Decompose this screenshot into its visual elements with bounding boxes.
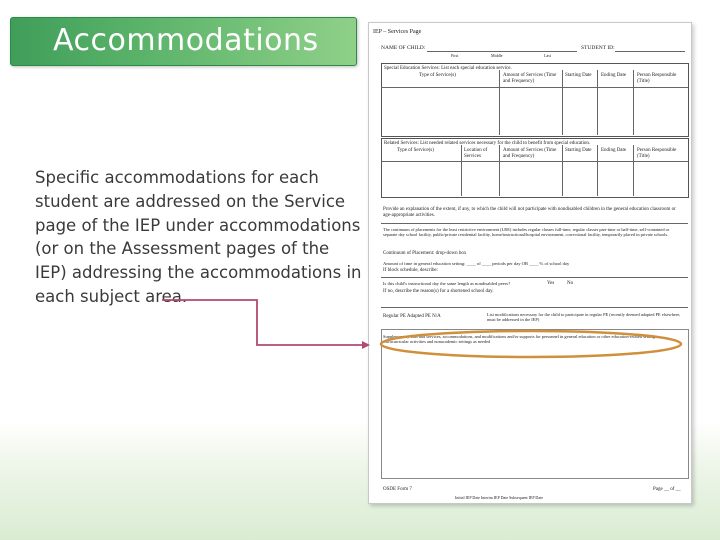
supplementary-text: Supplementary aids and services, accommodations, and modifications and/or supports for personnel in general education or other education-related settings, extracurricular activities and nonacademic settings as needed bbox=[383, 334, 658, 345]
col-divider bbox=[597, 145, 598, 196]
col-amount-related: Amount of Services (Time and Frequency) bbox=[503, 148, 557, 159]
same-day-text: Is this child's instructional day the same length as nondisabled peers? bbox=[383, 281, 511, 286]
explanation-text: Provide an explanation of the extent, if any, to which the child will not participate with nondisabled children in the general education classroom or age-appropriate activities. bbox=[383, 207, 676, 218]
col-divider bbox=[499, 145, 500, 196]
section-divider bbox=[381, 277, 688, 278]
col-amount: Amount of Services (Time and Frequency) bbox=[503, 73, 557, 84]
special-ed-title: Special Education Services: List each special education service. bbox=[384, 66, 512, 71]
related-services-table bbox=[381, 138, 689, 198]
first-label: First bbox=[451, 53, 459, 58]
pe-modifications: List modifications necessary for the child to participate in regular PE (recently deemed adapted PE elsewhere, must be addressed in the IEP) bbox=[487, 312, 681, 323]
middle-label: Middle bbox=[491, 53, 503, 58]
section-divider bbox=[381, 223, 688, 224]
footer-page: Page __ of __ bbox=[653, 487, 681, 492]
amount-time-text: Amount of time in general education setting: ____ of ____ periods per day OR ____ % of school day bbox=[383, 261, 570, 266]
no-option: No bbox=[567, 281, 574, 286]
section-divider bbox=[381, 307, 688, 308]
lre-text: The continuum of placements for the least restrictive environment (LRE) includes regular classes full-time, regular classes part-time or half-time, self-contained or separate day school facility, public/private residential facility, home/instructional/hospital environment, correctional facility, temporarily placed in private schools. bbox=[383, 227, 670, 238]
table-divider bbox=[381, 161, 688, 162]
col-divider bbox=[562, 70, 563, 135]
slide-body-text: Specific accommodations for each student are addressed on the Service page of the IEP under accommodations (or on the Assessment pages of the IEP) addressing the accommodations in each subject area. bbox=[35, 168, 362, 306]
col-type: Type of Service(s) bbox=[419, 73, 456, 78]
schedule-text: If block schedule, describe: bbox=[383, 268, 438, 273]
supplementary-box bbox=[381, 329, 689, 479]
iep-services-page-image bbox=[368, 22, 692, 504]
col-location: Location of Services bbox=[464, 148, 488, 159]
col-end-related: Ending Date bbox=[601, 148, 627, 153]
col-end: Ending Date bbox=[601, 73, 627, 78]
col-divider bbox=[633, 145, 634, 196]
name-line bbox=[427, 51, 577, 52]
col-divider bbox=[461, 145, 462, 196]
table-divider bbox=[381, 87, 688, 88]
if-not-text: If no, describe the reason(s) for a shortened school day. bbox=[383, 289, 494, 294]
related-title: Related Services: List needed related services necessary for the child to benefit from special education. bbox=[384, 141, 591, 146]
col-person-related: Person Responsible (Title) bbox=[637, 148, 677, 159]
footer-form: OSDE Form 7 bbox=[383, 487, 412, 492]
col-person: Person Responsible (Title) bbox=[637, 73, 677, 84]
yes-option: Yes bbox=[547, 281, 555, 286]
student-id-label: STUDENT ID: bbox=[581, 45, 615, 51]
col-start-related: Starting Date bbox=[565, 148, 592, 153]
student-id-line bbox=[615, 51, 685, 52]
col-divider bbox=[499, 70, 500, 135]
col-divider bbox=[633, 70, 634, 135]
col-divider bbox=[597, 70, 598, 135]
pe-options: Regular PE Adapted PE N/A bbox=[383, 314, 441, 319]
col-divider bbox=[562, 145, 563, 196]
form-header: IEP – Services Page bbox=[373, 29, 422, 35]
continuum-text: Continuum of Placement: drop-down box bbox=[383, 251, 467, 256]
name-label: NAME OF CHILD: bbox=[381, 45, 426, 51]
last-label: Last bbox=[544, 53, 551, 58]
title-banner bbox=[10, 17, 357, 66]
col-rel-type: Type of Service(s) bbox=[397, 148, 434, 153]
slide-title: Accommodations bbox=[53, 23, 319, 58]
footer-dates: Initial IEP Date Interim IEP Date Subsequent IEP Date bbox=[455, 495, 543, 500]
col-start: Starting Date bbox=[565, 73, 592, 78]
